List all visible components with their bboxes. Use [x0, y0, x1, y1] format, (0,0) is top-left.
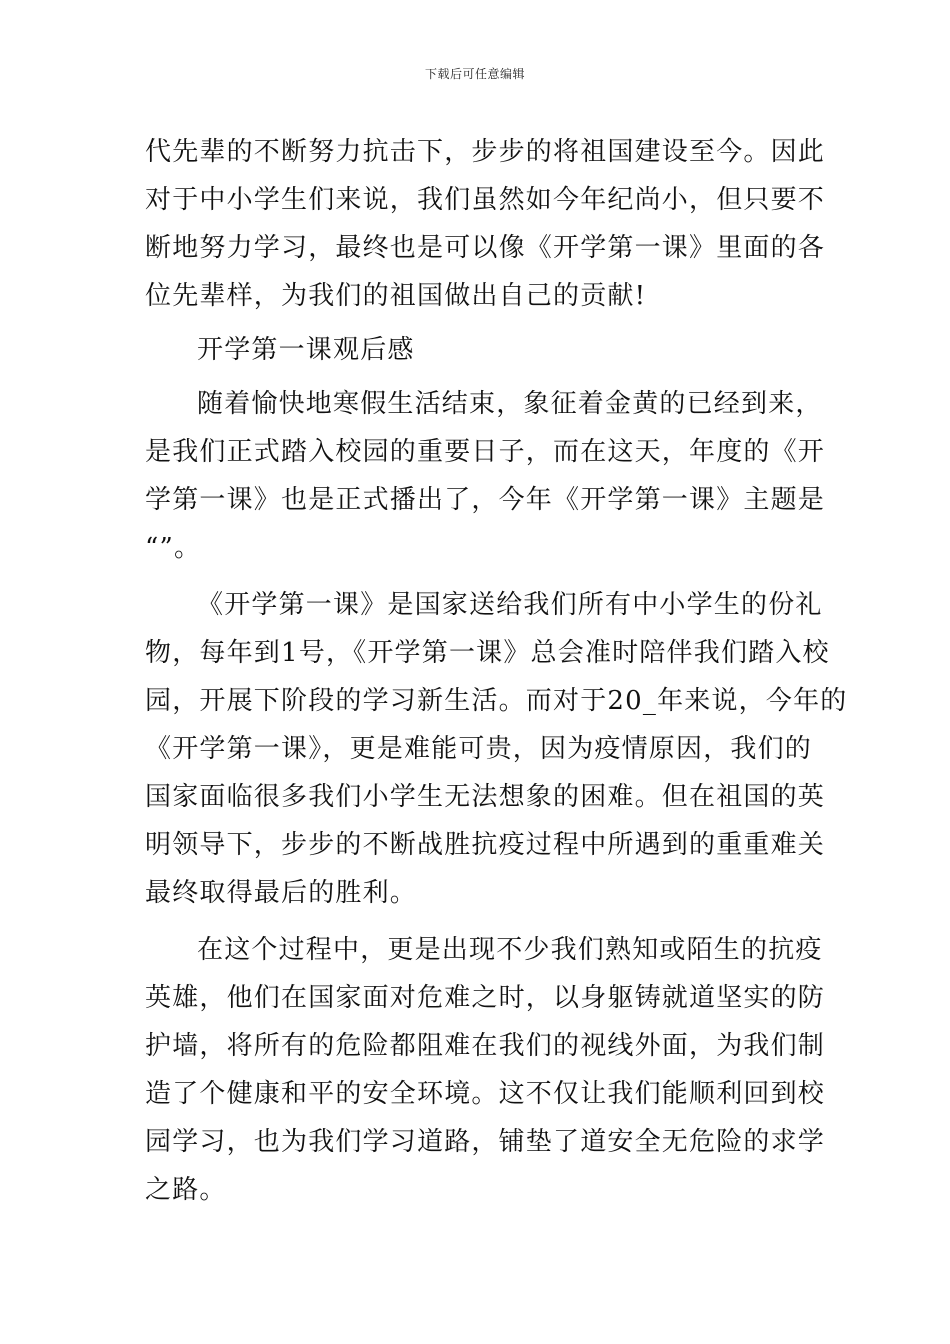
text-line: 随着愉快地寒假生活结束，象征着金黄的已经到来， [197, 389, 823, 419]
text-line: 在这个过程中，更是出现不少我们熟知或陌生的抗疫 [197, 935, 823, 965]
text-line: 园学习，也为我们学习道路，铺垫了道安全无危险的求学 [145, 1127, 826, 1157]
text-line: 护墙，将所有的危险都阻难在我们的视线外面，为我们制 [145, 1031, 826, 1061]
header-note: 下载后可任意编辑 [424, 67, 525, 81]
section-heading: 开学第一课观后感 [197, 335, 415, 365]
document-body [145, 128, 848, 1214]
text-line: 《开学第一课》是国家送给我们所有中小学生的份礼 [197, 590, 823, 620]
text-line: 英雄，他们在国家面对危难之时，以身躯铸就道坚实的防 [145, 983, 826, 1013]
text-line: 最终取得最后的胜利。 [145, 878, 418, 908]
text-line: 造了个健康和平的安全环境。这不仅让我们能顺利回到校 [145, 1079, 826, 1109]
text-line: 之路。 [145, 1175, 227, 1205]
text-line: 物，每年到1号，《开学第一课》总会准时陪伴我们踏入校 [145, 638, 830, 668]
text-line: 断地努力学习，最终也是可以像《开学第一课》里面的各 [145, 233, 826, 263]
text-line: “”。 [145, 533, 202, 563]
text-line: 代先辈的不断努力抗击下，步步的将祖国建设至今。因此 [145, 137, 826, 167]
text-line: 明领导下，步步的不断战胜抗疫过程中所遇到的重重难关 [145, 830, 826, 860]
text-line: 《开学第一课》，更是难能可贵，因为疫情原因，我们的 [145, 734, 813, 764]
text-line: 是我们正式踏入校园的重要日子，而在这天，年度的《开 [145, 437, 826, 467]
text-line: 对于中小学生们来说，我们虽然如今年纪尚小，但只要不 [145, 185, 826, 215]
text-line: 位先辈样，为我们的祖国做出自己的贡献! [145, 281, 647, 311]
text-line: 园，开展下阶段的学习新生活。而对于20_年来说，今年的 [145, 686, 848, 716]
text-line: 学第一课》也是正式播出了，今年《开学第一课》主题是 [145, 485, 826, 515]
text-line: 国家面临很多我们小学生无法想象的困难。但在祖国的英 [145, 782, 826, 812]
